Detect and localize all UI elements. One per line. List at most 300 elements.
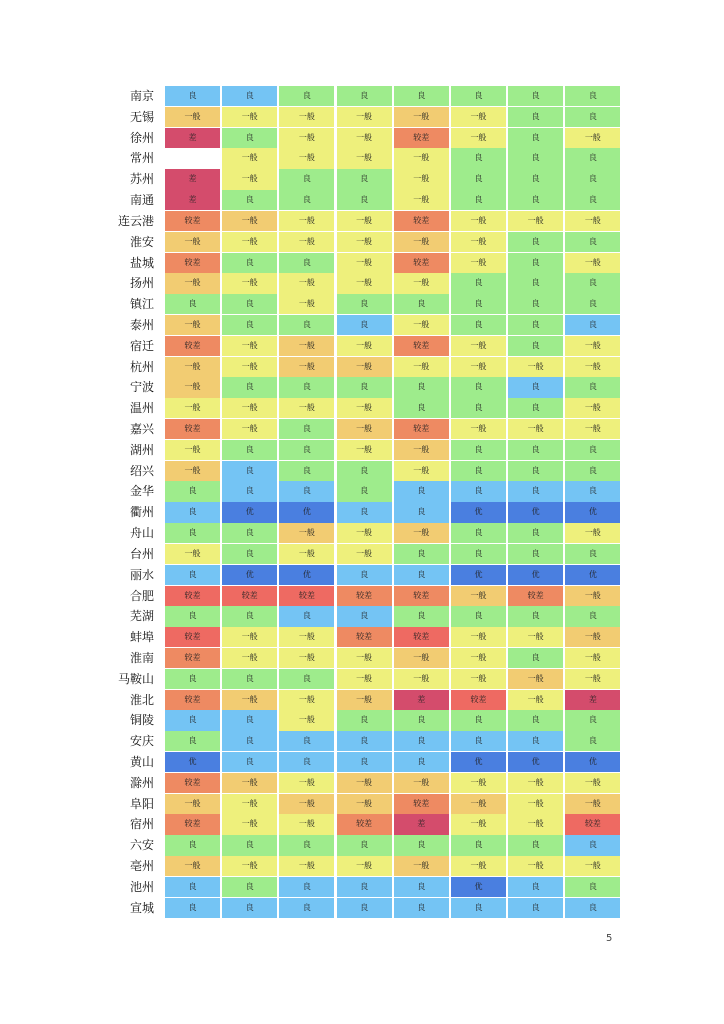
city-label: 泰州 [129,317,154,332]
quality-cell: 一般 [222,627,277,647]
quality-cell: 优 [508,502,563,522]
quality-cell: 良 [451,377,506,397]
quality-cell: 良 [394,835,449,855]
quality-cell: 一般 [279,357,334,377]
quality-cell: 优 [279,565,334,585]
quality-cell: 良 [508,440,563,460]
quality-cell: 一般 [222,169,277,189]
quality-cell: 一般 [222,773,277,793]
quality-cell: 良 [394,565,449,585]
quality-cell: 良 [279,315,334,335]
quality-cell: 良 [337,461,392,481]
quality-cell: 良 [337,502,392,522]
quality-cell: 良 [508,86,563,106]
quality-cell: 良 [508,606,563,626]
quality-cell: 较差 [165,253,220,273]
quality-cell: 良 [565,232,620,252]
quality-cell: 一般 [165,357,220,377]
quality-cell: 一般 [565,253,620,273]
city-label: 铜陵 [129,713,154,728]
table-row [108,606,623,626]
city-label: 蚌埠 [129,630,154,645]
quality-cell: 一般 [337,128,392,148]
quality-cell: 一般 [279,128,334,148]
quality-cell: 较差 [165,690,220,710]
city-label: 舟山 [129,526,154,541]
city-label: 马鞍山 [117,671,154,686]
quality-cell: 良 [508,190,563,210]
city-label: 常州 [129,151,154,166]
quality-cell: 良 [165,669,220,689]
quality-cell: 良 [222,898,277,918]
quality-cell: 良 [279,669,334,689]
quality-cell: 一般 [279,648,334,668]
quality-cell: 一般 [394,107,449,127]
quality-cell: 一般 [222,648,277,668]
quality-cell: 一般 [165,398,220,418]
quality-cell: 一般 [222,357,277,377]
quality-cell: 差 [394,690,449,710]
quality-cell: 一般 [279,294,334,314]
quality-cell: 良 [508,648,563,668]
city-label: 温州 [129,401,154,416]
quality-cell: 差 [165,190,220,210]
quality-cell: 一般 [337,794,392,814]
quality-cell: 一般 [279,856,334,876]
quality-cell: 一般 [565,398,620,418]
quality-cell: 一般 [394,148,449,168]
quality-cell: 一般 [508,814,563,834]
table-row [108,440,623,460]
quality-cell: 良 [565,315,620,335]
quality-cell: 一般 [337,148,392,168]
quality-cell: 良 [451,710,506,730]
quality-cell: 良 [222,877,277,897]
quality-cell: 一般 [394,773,449,793]
quality-cell: 一般 [165,856,220,876]
city-label: 连云港 [117,213,154,228]
quality-cell: 一般 [394,523,449,543]
quality-cell: 一般 [279,107,334,127]
quality-cell: 良 [451,398,506,418]
city-label: 南京 [129,89,154,103]
quality-cell: 一般 [165,544,220,564]
quality-cell: 较差 [165,336,220,356]
quality-cell: 良 [279,169,334,189]
quality-cell: 一般 [451,627,506,647]
quality-cell: 良 [565,544,620,564]
city-label: 池州 [129,879,154,894]
table-row [108,773,623,793]
quality-cell: 一般 [337,523,392,543]
city-label: 宿州 [129,817,154,832]
table-row [108,523,623,543]
quality-cell: 较差 [165,211,220,231]
quality-cell: 较差 [394,794,449,814]
table-row [108,211,623,231]
quality-cell: 良 [279,835,334,855]
quality-cell: 一般 [165,461,220,481]
quality-cell: 一般 [279,398,334,418]
quality-cell: 差 [165,169,220,189]
table-row [108,835,623,855]
quality-cell: 较差 [337,814,392,834]
quality-cell: 较差 [165,419,220,439]
quality-cell: 一般 [508,211,563,231]
table-row [108,565,623,585]
quality-cell: 较差 [394,419,449,439]
quality-cell: 一般 [222,336,277,356]
quality-cell: 一般 [337,107,392,127]
quality-cell: 良 [337,377,392,397]
quality-cell: 一般 [279,336,334,356]
table-row [108,877,623,897]
quality-cell: 优 [508,565,563,585]
quality-cell: 优 [565,502,620,522]
quality-cell: 良 [508,315,563,335]
quality-cell: 一般 [222,211,277,231]
quality-cell: 良 [279,86,334,106]
quality-cell: 一般 [279,710,334,730]
city-label: 黄山 [129,755,154,769]
table-row [108,398,623,418]
quality-cell: 良 [565,273,620,293]
quality-cell: 一般 [451,357,506,377]
quality-cell: 一般 [394,669,449,689]
quality-cell: 良 [508,148,563,168]
table-row [108,419,623,439]
quality-cell: 较差 [394,336,449,356]
quality-cell: 一般 [394,273,449,293]
table-row [108,336,623,356]
quality-cell: 良 [222,128,277,148]
quality-cell: 一般 [565,419,620,439]
quality-cell: 良 [565,877,620,897]
quality-cell: 一般 [222,690,277,710]
quality-cell: 良 [222,294,277,314]
city-label: 台州 [129,546,154,561]
quality-cell: 良 [565,440,620,460]
quality-cell: 良 [451,523,506,543]
city-label: 合肥 [129,588,154,603]
quality-cell: 良 [508,544,563,564]
quality-cell: 一般 [565,648,620,668]
quality-cell: 一般 [565,586,620,606]
table-row [108,814,623,834]
quality-cell: 一般 [451,128,506,148]
table-row [108,253,623,273]
quality-cell: 良 [565,898,620,918]
quality-cell: 一般 [165,273,220,293]
quality-cell: 优 [451,565,506,585]
quality-cell: 较差 [394,586,449,606]
quality-cell: 良 [222,481,277,501]
quality-cell: 良 [394,731,449,751]
quality-cell: 较差 [279,586,334,606]
quality-cell: 一般 [565,794,620,814]
quality-cell: 良 [222,606,277,626]
quality-cell: 一般 [508,419,563,439]
quality-cell: 良 [565,148,620,168]
table-row [108,690,623,710]
city-label: 亳州 [129,859,154,874]
table-row [108,294,623,314]
quality-cell: 良 [451,294,506,314]
quality-cell: 良 [451,169,506,189]
quality-cell: 优 [279,502,334,522]
quality-cell: 一般 [565,856,620,876]
quality-cell: 良 [508,377,563,397]
air-quality-forecast-table [108,86,623,919]
quality-cell: 一般 [394,648,449,668]
quality-cell: 良 [451,606,506,626]
quality-cell: 一般 [565,627,620,647]
city-label: 扬州 [129,276,154,291]
quality-cell: 一般 [508,669,563,689]
quality-cell: 一般 [508,856,563,876]
quality-cell: 较差 [165,627,220,647]
quality-cell: 良 [337,315,392,335]
quality-cell: 良 [337,86,392,106]
quality-cell: 较差 [394,253,449,273]
quality-cell: 一般 [222,794,277,814]
quality-cell: 一般 [279,211,334,231]
quality-cell [165,148,220,168]
city-label: 绍兴 [129,463,154,478]
quality-cell: 一般 [222,856,277,876]
quality-cell: 较差 [337,586,392,606]
quality-cell: 良 [508,877,563,897]
city-label: 六安 [129,838,154,853]
quality-cell: 差 [165,128,220,148]
table-row [108,627,623,647]
quality-cell: 较差 [222,586,277,606]
table-row [108,544,623,564]
city-label: 滁州 [129,775,154,790]
city-label: 淮安 [129,234,154,249]
quality-cell: 一般 [451,648,506,668]
quality-cell: 较差 [165,814,220,834]
quality-cell: 一般 [508,357,563,377]
quality-cell: 良 [508,294,563,314]
quality-cell: 良 [565,169,620,189]
city-label: 徐州 [129,130,154,145]
quality-cell: 良 [451,273,506,293]
quality-cell: 良 [279,440,334,460]
quality-cell: 一般 [337,357,392,377]
quality-cell: 良 [337,710,392,730]
quality-cell: 一般 [165,107,220,127]
quality-cell: 良 [222,669,277,689]
quality-cell: 良 [508,169,563,189]
quality-cell: 一般 [165,440,220,460]
quality-cell: 良 [565,481,620,501]
quality-cell: 良 [222,523,277,543]
quality-cell: 一般 [565,357,620,377]
quality-cell: 良 [451,481,506,501]
city-label: 淮北 [129,692,154,707]
quality-cell: 良 [337,481,392,501]
quality-cell: 良 [337,294,392,314]
city-label: 无锡 [129,109,154,124]
city-label: 淮南 [129,650,154,665]
quality-cell: 一般 [451,794,506,814]
quality-cell: 较差 [165,586,220,606]
quality-cell: 良 [279,731,334,751]
quality-cell: 良 [337,898,392,918]
quality-cell: 较差 [451,690,506,710]
table-row [108,710,623,730]
quality-cell: 良 [508,128,563,148]
quality-cell: 一般 [394,169,449,189]
quality-cell: 良 [508,107,563,127]
quality-cell: 良 [279,898,334,918]
quality-cell: 一般 [451,232,506,252]
quality-cell: 良 [508,253,563,273]
quality-cell: 一般 [337,211,392,231]
quality-cell: 优 [222,565,277,585]
quality-cell: 一般 [279,794,334,814]
quality-cell: 良 [165,731,220,751]
city-label: 宿迁 [129,338,154,353]
quality-cell: 良 [565,190,620,210]
quality-cell: 一般 [279,148,334,168]
quality-cell: 良 [508,336,563,356]
quality-cell: 良 [508,710,563,730]
quality-cell: 一般 [451,586,506,606]
table-row [108,169,623,189]
quality-cell: 良 [394,710,449,730]
quality-cell: 良 [394,544,449,564]
quality-cell: 良 [279,377,334,397]
quality-cell: 一般 [508,794,563,814]
table-row [108,461,623,481]
quality-cell: 一般 [222,398,277,418]
quality-cell: 良 [279,481,334,501]
quality-cell: 良 [222,731,277,751]
quality-cell: 一般 [222,273,277,293]
quality-cell: 一般 [451,856,506,876]
quality-cell: 良 [451,731,506,751]
quality-cell: 差 [565,690,620,710]
quality-cell: 良 [337,169,392,189]
quality-cell: 良 [451,544,506,564]
quality-cell: 良 [565,107,620,127]
table-row [108,481,623,501]
city-label: 芜湖 [129,609,154,624]
quality-cell: 一般 [279,232,334,252]
quality-cell: 一般 [337,419,392,439]
quality-cell: 良 [337,565,392,585]
city-label: 金华 [129,484,154,499]
table-row [108,648,623,668]
city-label: 宣城 [129,900,154,915]
city-label: 阜阳 [129,796,154,811]
city-label: 杭州 [129,359,154,374]
quality-cell: 良 [394,752,449,772]
quality-cell: 优 [451,502,506,522]
quality-cell: 一般 [337,856,392,876]
quality-cell: 良 [565,710,620,730]
quality-cell: 良 [337,606,392,626]
quality-cell: 良 [165,523,220,543]
quality-cell: 良 [565,461,620,481]
city-label: 丽水 [129,567,154,582]
quality-cell: 良 [279,752,334,772]
quality-cell: 一般 [279,773,334,793]
quality-cell: 较差 [394,211,449,231]
table-row [108,898,623,918]
quality-cell: 良 [279,606,334,626]
city-label: 宁波 [129,380,154,395]
table-row [108,273,623,293]
quality-cell: 良 [394,377,449,397]
quality-cell: 较差 [165,648,220,668]
quality-cell: 优 [565,752,620,772]
quality-cell: 优 [508,752,563,772]
quality-cell: 较差 [394,627,449,647]
table-row [108,502,623,522]
quality-cell: 良 [508,523,563,543]
quality-cell: 一般 [394,856,449,876]
quality-cell: 一般 [279,273,334,293]
quality-cell: 一般 [279,814,334,834]
quality-cell: 一般 [279,523,334,543]
quality-cell: 良 [394,86,449,106]
quality-cell: 一般 [451,336,506,356]
quality-cell: 一般 [565,128,620,148]
quality-cell: 良 [394,481,449,501]
quality-cell: 良 [222,835,277,855]
quality-cell: 一般 [337,648,392,668]
quality-cell: 良 [165,835,220,855]
quality-cell: 一般 [451,419,506,439]
page-number: 5 [606,933,613,944]
quality-cell: 一般 [451,211,506,231]
table-row [108,128,623,148]
quality-cell: 一般 [165,315,220,335]
quality-cell: 良 [165,898,220,918]
table-row [108,357,623,377]
quality-cell: 良 [279,877,334,897]
quality-cell: 较差 [165,773,220,793]
table-row [108,856,623,876]
quality-cell: 良 [565,294,620,314]
quality-cell: 一般 [451,669,506,689]
quality-cell: 一般 [337,690,392,710]
quality-cell: 一般 [222,419,277,439]
quality-cell: 良 [451,835,506,855]
quality-cell: 一般 [394,232,449,252]
quality-cell: 一般 [279,690,334,710]
table-row [108,669,623,689]
quality-cell: 良 [508,461,563,481]
table-row [108,586,623,606]
quality-cell: 良 [222,377,277,397]
quality-cell: 较差 [394,128,449,148]
table-row [108,107,623,127]
quality-cell: 良 [451,440,506,460]
quality-cell: 一般 [165,794,220,814]
quality-cell: 良 [222,461,277,481]
city-label: 南通 [129,193,154,208]
quality-cell: 一般 [565,523,620,543]
quality-cell: 一般 [279,544,334,564]
quality-cell: 良 [337,731,392,751]
quality-cell: 良 [394,398,449,418]
quality-cell: 良 [394,502,449,522]
quality-cell: 一般 [565,211,620,231]
